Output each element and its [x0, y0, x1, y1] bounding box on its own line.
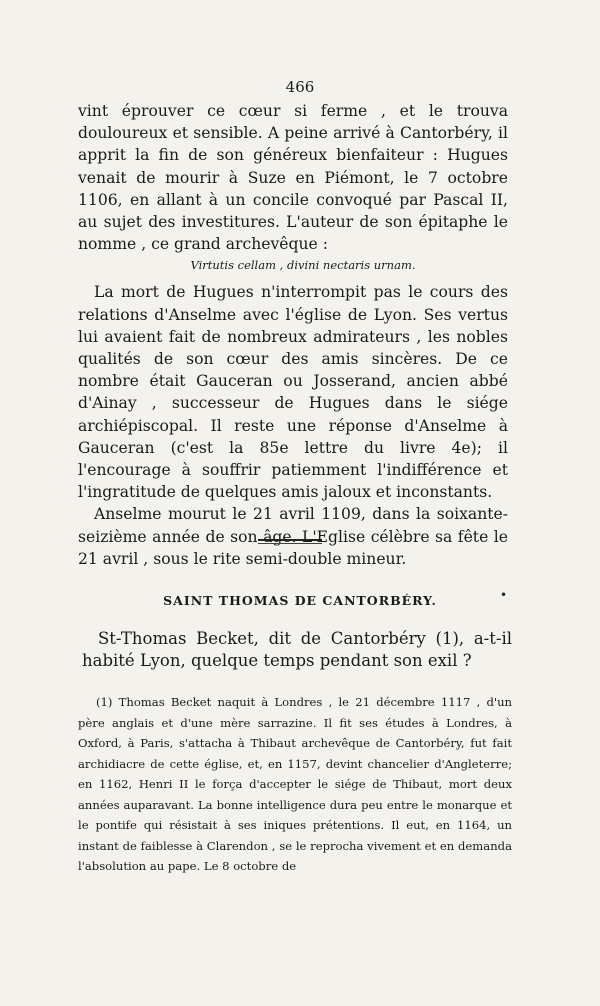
heading-mark: • — [500, 588, 508, 602]
section-divider — [258, 539, 322, 541]
section-heading: SAINT THOMAS DE CANTORBÉRY. — [163, 593, 437, 608]
epitaph-quote: Virtutis cellam , divini nectaris urnam. — [190, 258, 416, 273]
section-intro: St-Thomas Becket, dit de Cantorbéry (1), a-t-il habité Lyon, quelque temps pendant son exil ? — [82, 629, 512, 670]
main-text — [78, 100, 508, 570]
paragraph: La mort de Hugues n'interrompit pas le cours des relations d'Anselme avec l'église de Lyon. Ses vertus lui avaient fait de nombreux admirateurs , les nobles qualités de son cœur des amis sincères. De ce nombre était Gauceran ou Josserand, ancien abbé d'Ainay , successeur de Hugues dans le siége archiépiscopal. Il reste une réponse d'Anselme à Gauceran (c'est la 85e lettre du livre 4e); il l'encourage à souffrir patiemment l'indifférence et l'ingratitude de quelques amis jaloux et inconstants. — [78, 283, 508, 502]
paragraph: Anselme mourut le 21 avril 1109, dans la soixante-seizième année de son âge. L'Eglise célèbre sa fête le 21 avril , sous le rite semi-double mineur. — [78, 505, 508, 568]
footnote: (1) Thomas Becket naquit à Londres , le 21 décembre 1117 , d'un père anglais et d'une mère sarrazine. Il fit ses études à Londres, à Oxford, à Paris, s'attacha à Thibaut archevêque de Cantorbéry, fut fait archidiacre de cette église, et, en 1157, devint chancelier d'Angleterre; en 1162, Henri II le força d'accepter le siége de Thibaut, mort deux années auparavant. La bonne intelligence dura peu entre le monarque et le pontife qui résistait à ses iniques prétentions. Il eut, en 1164, un instant de faiblesse à Clarendon , se le reprocha vivement et en demanda l'absolution au pape. Le 8 octobre de — [78, 695, 512, 873]
page-number: 466 — [285, 78, 315, 96]
paragraph: vint éprouver ce cœur si ferme , et le trouva douloureux et sensible. A peine arrivé à Cantorbéry, il apprit la fin de son généreux bienfaiteur : Hugues venait de mourir à Suze en Piémont, le 7 octobre 1106, en allant à un concile convoqué par Pascal II, au sujet des investitures. L'auteur de son épitaphe le nomme , ce grand archevêque : — [78, 102, 508, 254]
